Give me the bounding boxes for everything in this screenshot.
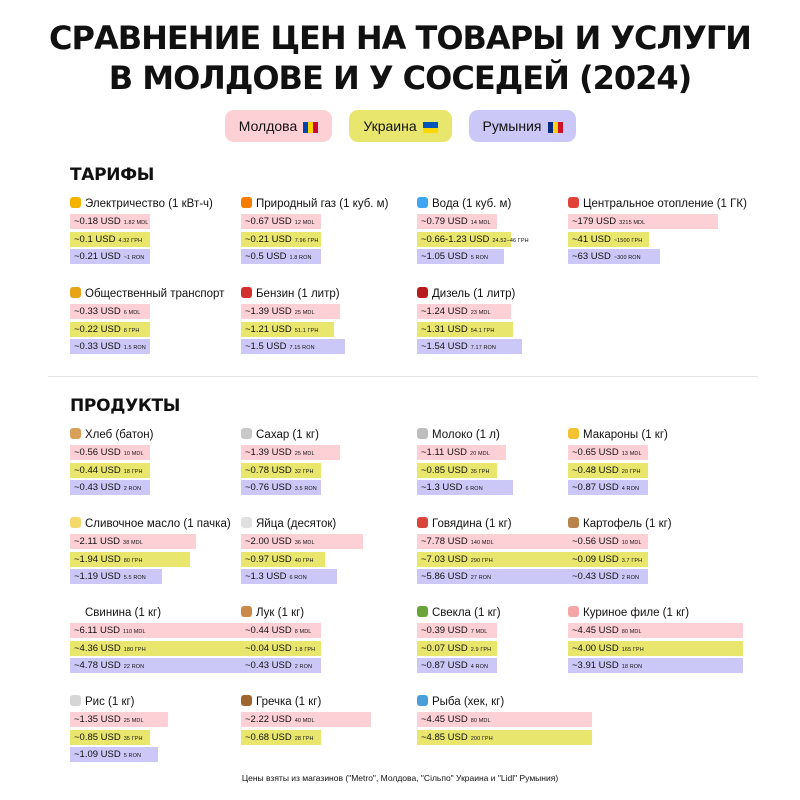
- price-item: [241, 427, 416, 498]
- item-label: [417, 427, 592, 445]
- price-usd: ~0.33 USD: [74, 306, 121, 317]
- price-usd: ~0.85 USD: [421, 464, 468, 476]
- item-label-text: Говядина (1 кг): [432, 518, 512, 530]
- price-usd: ~0.67 USD: [245, 216, 292, 227]
- price-local: 140 MDL: [470, 540, 494, 546]
- price-usd: ~0.04 USD: [245, 642, 292, 654]
- item-label-text: Сливочное масло (1 пачка): [85, 518, 231, 530]
- price-local: 10 MDL: [123, 451, 144, 457]
- price-bar-ua: [241, 730, 321, 745]
- price-bar-md: [417, 445, 506, 460]
- price-usd: ~0.5 USD: [245, 251, 287, 262]
- item-label: [417, 694, 592, 712]
- item-label-text: Макароны (1 кг): [583, 429, 668, 441]
- price-bar-ua: [568, 552, 648, 567]
- price-item: [417, 427, 592, 498]
- price-bar-ro: [70, 658, 245, 673]
- price-usd: ~4.36 USD: [74, 642, 121, 654]
- price-local: 2 RON: [294, 664, 313, 670]
- price-usd: ~1.21 USD: [245, 323, 292, 335]
- page-title-line-2: В МОЛДОВЕ И У СОСЕДЕЙ (2024): [108, 59, 692, 97]
- price-bar-ro: [417, 658, 497, 673]
- price-usd: ~179 USD: [572, 216, 617, 227]
- price-bar-ro: [241, 249, 321, 264]
- hot-springs-icon: [568, 197, 579, 208]
- price-usd: ~0.43 USD: [245, 660, 292, 671]
- butter-icon: [70, 517, 81, 528]
- price-item: [70, 605, 245, 676]
- price-local: 18 ГРН: [123, 468, 143, 475]
- fuel-pump-icon: [241, 287, 252, 298]
- price-bar-ro: [70, 339, 150, 354]
- legend-item-moldova: [225, 110, 332, 142]
- romania-flag-icon: [548, 122, 563, 133]
- price-bar-md: [568, 214, 718, 229]
- price-usd: ~5.86 USD: [421, 571, 468, 582]
- price-usd: ~0.85 USD: [74, 731, 121, 743]
- price-bar-md: [241, 623, 321, 638]
- price-local: 80 MDL: [470, 718, 491, 724]
- price-usd: ~1.39 USD: [245, 447, 292, 458]
- price-usd: ~0.1 USD: [74, 233, 116, 245]
- price-local: 3215 MDL: [619, 220, 646, 226]
- price-usd: ~0.18 USD: [74, 216, 121, 227]
- price-item: [241, 196, 416, 267]
- price-bar-ro: [568, 569, 648, 584]
- price-local: 28 ГРН: [294, 735, 314, 742]
- item-label: [568, 427, 743, 445]
- price-usd: ~1.94 USD: [74, 553, 121, 565]
- price-bar-ua: [568, 232, 649, 247]
- price-local: 110 MDL: [123, 629, 146, 635]
- price-usd: ~2.11 USD: [74, 536, 121, 547]
- price-usd: ~4.85 USD: [421, 731, 468, 743]
- price-usd: ~0.43 USD: [74, 482, 121, 493]
- price-usd: ~4.45 USD: [421, 714, 468, 725]
- price-bar-ua: [568, 641, 743, 656]
- price-local: 290 ГРН: [470, 557, 493, 564]
- price-usd: ~0.44 USD: [245, 625, 292, 636]
- price-bar-md: [70, 623, 245, 638]
- price-bar-md: [241, 534, 363, 549]
- price-bar-ua: [417, 232, 529, 247]
- price-local: 200 ГРН: [470, 735, 493, 742]
- price-bar-ro: [70, 569, 162, 584]
- price-bar-md: [417, 712, 592, 727]
- price-local: 51.1 ГРН: [294, 327, 319, 334]
- price-local: 12 MDL: [294, 220, 315, 226]
- legend-label-moldova: Молдова: [238, 118, 298, 134]
- item-label: [417, 286, 592, 304]
- item-label-text: Свинина (1 кг): [85, 607, 162, 619]
- price-item: [568, 605, 743, 676]
- price-local: 7.15 RON: [289, 345, 315, 351]
- price-local: 80 ГРН: [123, 557, 143, 564]
- price-usd: ~1.3 USD: [245, 571, 287, 582]
- price-item: [568, 196, 747, 267]
- price-local: 4 RON: [621, 486, 640, 492]
- item-label: [70, 427, 245, 445]
- price-usd: ~1.5 USD: [245, 341, 287, 352]
- price-local: 38 MDL: [123, 540, 143, 546]
- price-local: 165 ГРН: [621, 646, 644, 653]
- price-local: 1.5 RON: [123, 345, 146, 351]
- item-label: [241, 694, 416, 712]
- page-title: [0, 18, 800, 98]
- price-local: 2.9 ГРН: [470, 646, 492, 653]
- price-local: 35 ГРН: [123, 735, 143, 742]
- price-usd: ~1.11 USD: [421, 447, 468, 458]
- price-usd: ~1.3 USD: [421, 482, 463, 493]
- price-usd: ~0.66-1.23 USD: [421, 233, 490, 245]
- price-bar-md: [70, 214, 150, 229]
- bus-icon: [70, 287, 81, 298]
- legend-item-romania: [469, 110, 576, 142]
- price-local: 8 MDL: [294, 629, 312, 635]
- item-label-text: Рыба (хек, кг): [432, 696, 505, 708]
- price-bar-ua: [241, 232, 321, 247]
- item-label-text: Природный газ (1 куб. м): [256, 198, 389, 210]
- price-local: 13 MDL: [621, 451, 642, 457]
- price-usd: ~1.39 USD: [245, 306, 292, 317]
- price-bar-ro: [70, 249, 150, 264]
- item-label-text: Центральное отопление (1 ГК): [583, 198, 747, 210]
- fish-icon: [417, 695, 428, 706]
- price-usd: ~0.79 USD: [421, 216, 468, 227]
- price-local: 5 RON: [470, 255, 489, 261]
- price-usd: ~1.54 USD: [421, 341, 468, 352]
- price-bar-ro: [241, 339, 345, 354]
- item-label: [241, 516, 416, 534]
- price-local: 4.32 ГРН: [118, 237, 143, 244]
- item-label-text: Лук (1 кг): [256, 607, 305, 619]
- price-usd: ~0.65 USD: [572, 447, 619, 458]
- price-local: 5 RON: [123, 753, 142, 759]
- price-local: 23 MDL: [470, 310, 491, 316]
- price-usd: ~1.35 USD: [74, 714, 121, 725]
- price-bar-ua: [417, 322, 513, 337]
- item-label-text: Бензин (1 литр): [256, 288, 340, 300]
- price-local: 25 MDL: [294, 451, 315, 457]
- price-local: ~300 RON: [613, 255, 641, 261]
- price-usd: ~7.78 USD: [421, 536, 468, 547]
- price-local: 25 MDL: [123, 718, 144, 724]
- price-bar-md: [241, 304, 340, 319]
- price-item: [70, 427, 245, 498]
- price-bar-md: [417, 534, 592, 549]
- price-bar-ua: [417, 552, 592, 567]
- price-usd: ~1.09 USD: [74, 749, 121, 760]
- price-bar-ro: [417, 339, 522, 354]
- price-bar-ua: [417, 463, 497, 478]
- item-label-text: Электричество (1 кВт-ч): [85, 198, 213, 210]
- price-bar-ro: [417, 480, 513, 495]
- price-local: 35 ГРН: [470, 468, 490, 475]
- item-label: [241, 196, 416, 214]
- price-local: 20 MDL: [470, 451, 490, 457]
- price-bar-ro: [70, 747, 158, 762]
- price-usd: ~4.45 USD: [572, 625, 619, 636]
- price-usd: ~1.24 USD: [421, 306, 468, 317]
- price-bar-md: [417, 214, 497, 229]
- price-item: [417, 516, 592, 587]
- price-bar-ro: [568, 658, 743, 673]
- price-item: [70, 196, 245, 267]
- price-bar-ua: [70, 232, 150, 247]
- price-bar-ro: [568, 249, 660, 264]
- legend-label-ukraine: Украина: [363, 118, 417, 134]
- item-label: [568, 196, 747, 214]
- section-divider: [48, 376, 758, 377]
- price-item: [417, 286, 592, 357]
- beet-icon: [417, 606, 428, 617]
- page-title-line-1: СРАВНЕНИЕ ЦЕН НА ТОВАРЫ И УСЛУГИ: [49, 19, 751, 57]
- price-usd: ~0.78 USD: [245, 464, 292, 476]
- price-local: 40 ГРН: [294, 557, 314, 564]
- price-local: 7 MDL: [470, 629, 488, 635]
- price-usd: ~0.87 USD: [421, 660, 468, 671]
- item-label-text: Дизель (1 литр): [432, 288, 516, 300]
- price-bar-ro: [417, 249, 504, 264]
- price-item: [70, 694, 245, 765]
- price-local: 22 RON: [123, 664, 145, 670]
- fire-icon: [241, 197, 252, 208]
- price-usd: ~0.39 USD: [421, 625, 468, 636]
- item-label-text: Вода (1 куб. м): [432, 198, 512, 210]
- item-label: [241, 427, 416, 445]
- price-item: [417, 196, 592, 267]
- price-item: [417, 605, 592, 676]
- price-item: [241, 516, 416, 587]
- source-footnote: Цены взяты из магазинов ("Metro", Молдова, "Сільпо" Украина и "Lidl" Румыния): [241, 773, 559, 783]
- ukraine-flag-icon: [423, 122, 438, 133]
- bowl-icon: [241, 695, 252, 706]
- price-usd: ~4.00 USD: [572, 642, 619, 654]
- price-bar-ua: [70, 463, 150, 478]
- price-local: 27 RON: [470, 575, 492, 581]
- price-bar-md: [568, 534, 648, 549]
- price-usd: ~2.22 USD: [245, 714, 292, 725]
- price-local: 3.5 RON: [294, 486, 317, 492]
- price-item: [70, 286, 245, 357]
- rice-icon: [70, 695, 81, 706]
- price-usd: ~1.05 USD: [421, 251, 468, 262]
- item-label-text: Куриное филе (1 кг): [583, 607, 690, 619]
- price-usd: ~0.97 USD: [245, 553, 292, 565]
- section-products-heading: ПРОДУКТЫ: [70, 396, 181, 416]
- price-usd: ~0.56 USD: [572, 536, 619, 547]
- price-bar-ua: [241, 463, 321, 478]
- price-local: 1.8 RON: [289, 255, 312, 261]
- egg-icon: [241, 517, 252, 528]
- legend-label-romania: Румыния: [482, 118, 542, 134]
- price-bar-md: [70, 445, 150, 460]
- pasta-icon: [568, 428, 579, 439]
- price-local: 7.96 ГРН: [294, 237, 319, 244]
- price-bar-md: [417, 304, 511, 319]
- price-local: 14 MDL: [470, 220, 491, 226]
- item-label: [241, 286, 416, 304]
- potato-icon: [568, 517, 579, 528]
- price-local: 2 RON: [123, 486, 142, 492]
- price-local: 20 ГРН: [621, 468, 641, 475]
- price-bar-ua: [70, 730, 150, 745]
- price-bar-ua: [70, 552, 190, 567]
- price-usd: ~0.07 USD: [421, 642, 468, 654]
- price-bar-ro: [241, 658, 321, 673]
- price-usd: ~0.48 USD: [572, 464, 619, 476]
- milk-icon: [417, 428, 428, 439]
- price-bar-md: [70, 712, 168, 727]
- price-usd: ~0.56 USD: [74, 447, 121, 458]
- price-item: [70, 516, 245, 587]
- price-item: [241, 286, 416, 357]
- price-local: 5.5 RON: [123, 575, 146, 581]
- price-local: 32 ГРН: [294, 468, 314, 475]
- price-usd: ~2.00 USD: [245, 536, 292, 547]
- price-bar-md: [568, 445, 648, 460]
- item-label: [417, 605, 592, 623]
- legend: [0, 110, 800, 144]
- price-item: [241, 605, 416, 676]
- chicken-icon: [568, 606, 579, 617]
- price-bar-ro: [568, 480, 648, 495]
- price-usd: ~1.19 USD: [74, 571, 121, 582]
- item-label: [568, 605, 743, 623]
- price-usd: ~3.91 USD: [572, 660, 619, 671]
- item-label-text: Рис (1 кг): [85, 696, 135, 708]
- price-local: 24.52–46 ГРН: [492, 237, 529, 244]
- price-bar-md: [241, 445, 340, 460]
- price-local: 10 MDL: [621, 540, 642, 546]
- price-usd: ~1.31 USD: [421, 323, 468, 335]
- section-tariffs-heading: ТАРИФЫ: [70, 165, 155, 185]
- price-bar-md: [568, 623, 743, 638]
- item-label-text: Свекла (1 кг): [432, 607, 501, 619]
- price-usd: ~0.76 USD: [245, 482, 292, 493]
- price-local: 25 MDL: [294, 310, 315, 316]
- price-bar-ua: [241, 322, 334, 337]
- price-local: ~1 RON: [123, 255, 145, 261]
- onion-icon: [241, 606, 252, 617]
- price-bar-ua: [241, 552, 325, 567]
- item-label-text: Хлеб (батон): [85, 429, 154, 441]
- item-label: [417, 516, 592, 534]
- fuel-pump-icon: [417, 287, 428, 298]
- price-bar-ro: [241, 569, 337, 584]
- item-label: [568, 516, 743, 534]
- item-label-text: Общественный транспорт: [85, 288, 225, 300]
- item-label: [70, 694, 245, 712]
- lightning-icon: [70, 197, 81, 208]
- legend-item-ukraine: [349, 110, 452, 142]
- price-bar-ua: [417, 730, 592, 745]
- price-local: 6 RON: [465, 486, 483, 492]
- item-label: [417, 196, 592, 214]
- price-usd: ~0.33 USD: [74, 341, 121, 352]
- price-usd: ~0.09 USD: [572, 553, 619, 565]
- price-bar-md: [70, 304, 150, 319]
- price-bar-md: [70, 534, 196, 549]
- price-usd: ~0.21 USD: [74, 251, 121, 262]
- moldova-flag-icon: [303, 122, 318, 133]
- price-bar-md: [241, 214, 321, 229]
- price-local: 36 MDL: [294, 540, 315, 546]
- price-local: 40 MDL: [294, 718, 315, 724]
- price-local: 180 ГРН: [123, 646, 146, 653]
- price-bar-ua: [70, 641, 245, 656]
- price-bar-ua: [70, 322, 150, 337]
- price-local: 54.1 ГРН: [470, 327, 495, 334]
- price-bar-ro: [70, 480, 150, 495]
- price-bar-ua: [241, 641, 321, 656]
- item-label-text: Сахар (1 кг): [256, 429, 319, 441]
- price-item: [417, 694, 592, 747]
- price-bar-ua: [417, 641, 497, 656]
- price-usd: ~7.03 USD: [421, 553, 468, 565]
- price-usd: ~4.78 USD: [74, 660, 121, 671]
- meat-icon: [417, 517, 428, 528]
- price-bar-ro: [241, 480, 321, 495]
- item-label-text: Яйца (десяток): [256, 518, 337, 530]
- price-usd: ~0.44 USD: [74, 464, 121, 476]
- price-local: 1.8 ГРН: [294, 646, 316, 653]
- item-label: [241, 605, 416, 623]
- bread-icon: [70, 428, 81, 439]
- price-bar-ua: [568, 463, 648, 478]
- price-local: 6 MDL: [123, 310, 141, 316]
- price-bar-md: [241, 712, 371, 727]
- water-drop-icon: [417, 197, 428, 208]
- price-usd: ~0.43 USD: [572, 571, 619, 582]
- price-local: 3.7 ГРН: [621, 557, 643, 564]
- price-local: 18 RON: [621, 664, 643, 670]
- item-label-text: Гречка (1 кг): [256, 696, 322, 708]
- price-item: [241, 694, 416, 747]
- price-local: 2 RON: [621, 575, 640, 581]
- item-label: [70, 605, 245, 623]
- price-usd: ~0.22 USD: [74, 323, 121, 335]
- price-bar-ro: [417, 569, 592, 584]
- price-local: 4 RON: [470, 664, 489, 670]
- price-usd: ~0.87 USD: [572, 482, 619, 493]
- price-local: 1.82 MDL: [123, 220, 149, 226]
- price-item: [568, 427, 743, 498]
- price-bar-md: [417, 623, 497, 638]
- price-local: 6 RON: [289, 575, 307, 581]
- item-label-text: Картофель (1 кг): [583, 518, 672, 530]
- price-usd: ~6.11 USD: [74, 625, 121, 636]
- price-usd: ~0.21 USD: [245, 233, 292, 245]
- item-label: [70, 516, 245, 534]
- price-usd: ~0.68 USD: [245, 731, 292, 743]
- price-local: ~1500 ГРН: [613, 237, 643, 244]
- price-local: 80 MDL: [621, 629, 642, 635]
- price-usd: ~63 USD: [572, 251, 611, 262]
- price-local: 7.17 RON: [470, 345, 497, 351]
- price-usd: ~41 USD: [572, 233, 611, 245]
- sugar-icon: [241, 428, 252, 439]
- item-label-text: Молоко (1 л): [432, 429, 500, 441]
- item-label: [70, 196, 245, 214]
- price-local: 8 ГРН: [123, 327, 140, 334]
- item-label: [70, 286, 245, 304]
- price-item: [568, 516, 743, 587]
